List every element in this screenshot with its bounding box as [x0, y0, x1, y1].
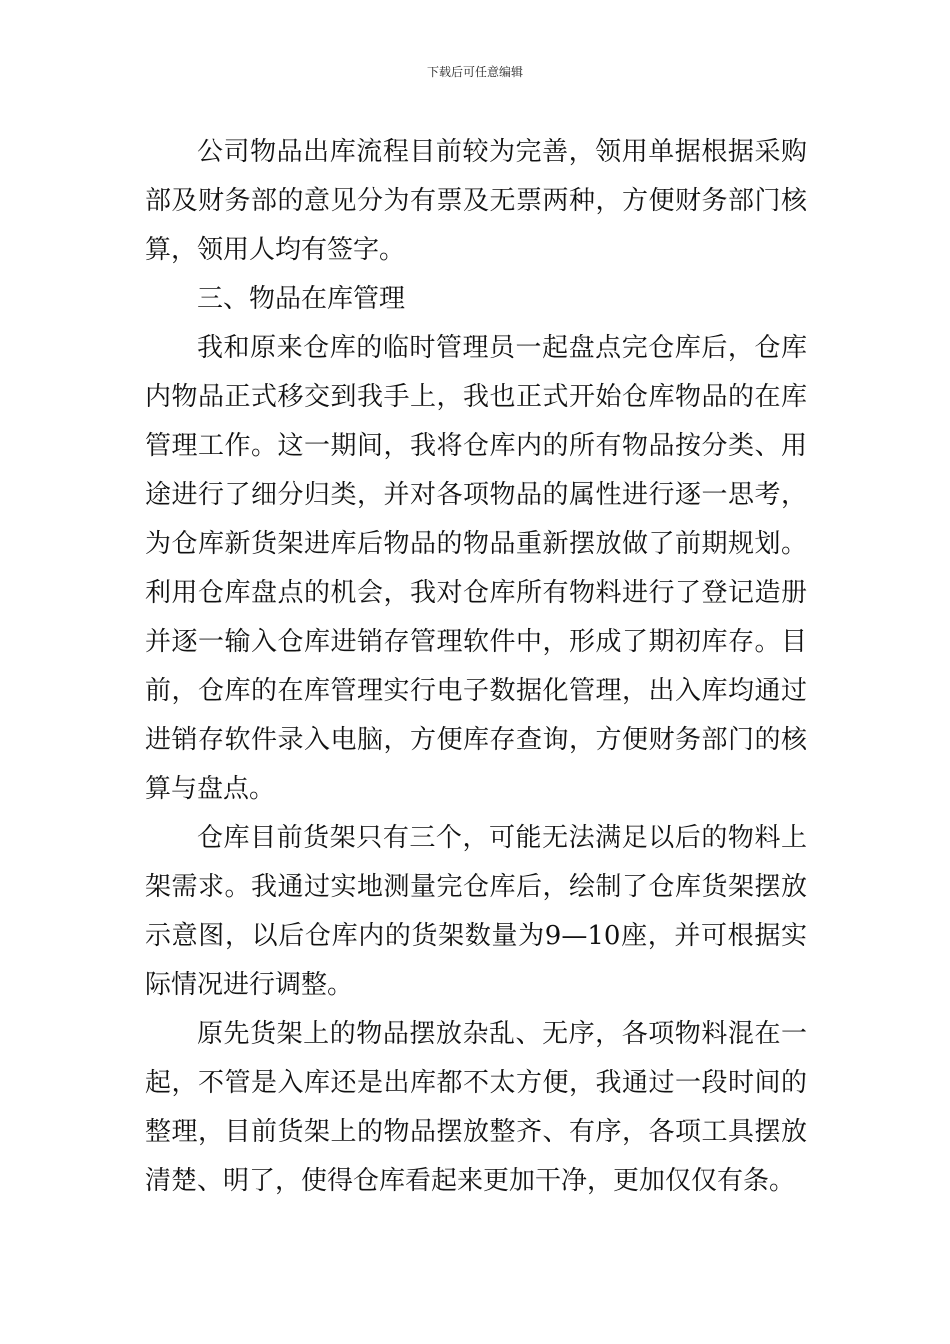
paragraph-inventory-handover: 我和原来仓库的临时管理员一起盘点完仓库后，仓库内物品正式移交到我手上，我也正式开始仓库物品的在库管理工作。这一期间，我将仓库内的所有物品按分类、用途进行了细分归类，并对各项物品的属性进行逐一思考，为仓库新货架进库后物品的物品重新摆放做了前期规划。利用仓库盘点的机会，我对仓库所有物料进行了登记造册并逐一输入仓库进销存管理软件中，形成了期初库存。目前，仓库的在库管理实行电子数据化管理，出入库均通过进销存软件录入电脑，方便库存查询，方便财务部门的核算与盘点。 [145, 333, 807, 804]
page-header: 下载后可任意编辑 [426, 65, 523, 79]
paragraph-outbound-process: 公司物品出库流程目前较为完善，领用单据根据采购部及财务部的意见分为有票及无票两种，方便财务部门核算，领用人均有签字。 [145, 137, 807, 265]
section-heading-inventory-management: 三、物品在库管理 [197, 284, 406, 314]
paragraph-shelf-organization: 原先货架上的物品摆放杂乱、无序，各项物料混在一起，不管是入库还是出库都不太方便，我通过一段时间的整理，目前货架上的物品摆放整齐、有序，各项工具摆放清楚、明了，使得仓库看起来更加干净，更加仅仅有条。 [145, 1019, 807, 1196]
document-body [145, 128, 807, 1206]
paragraph-shelf-planning: 仓库目前货架只有三个，可能无法满足以后的物料上架需求。我通过实地测量完仓库后，绘制了仓库货架摆放示意图，以后仓库内的货架数量为9—10座，并可根据实际情况进行调整。 [145, 823, 807, 1000]
